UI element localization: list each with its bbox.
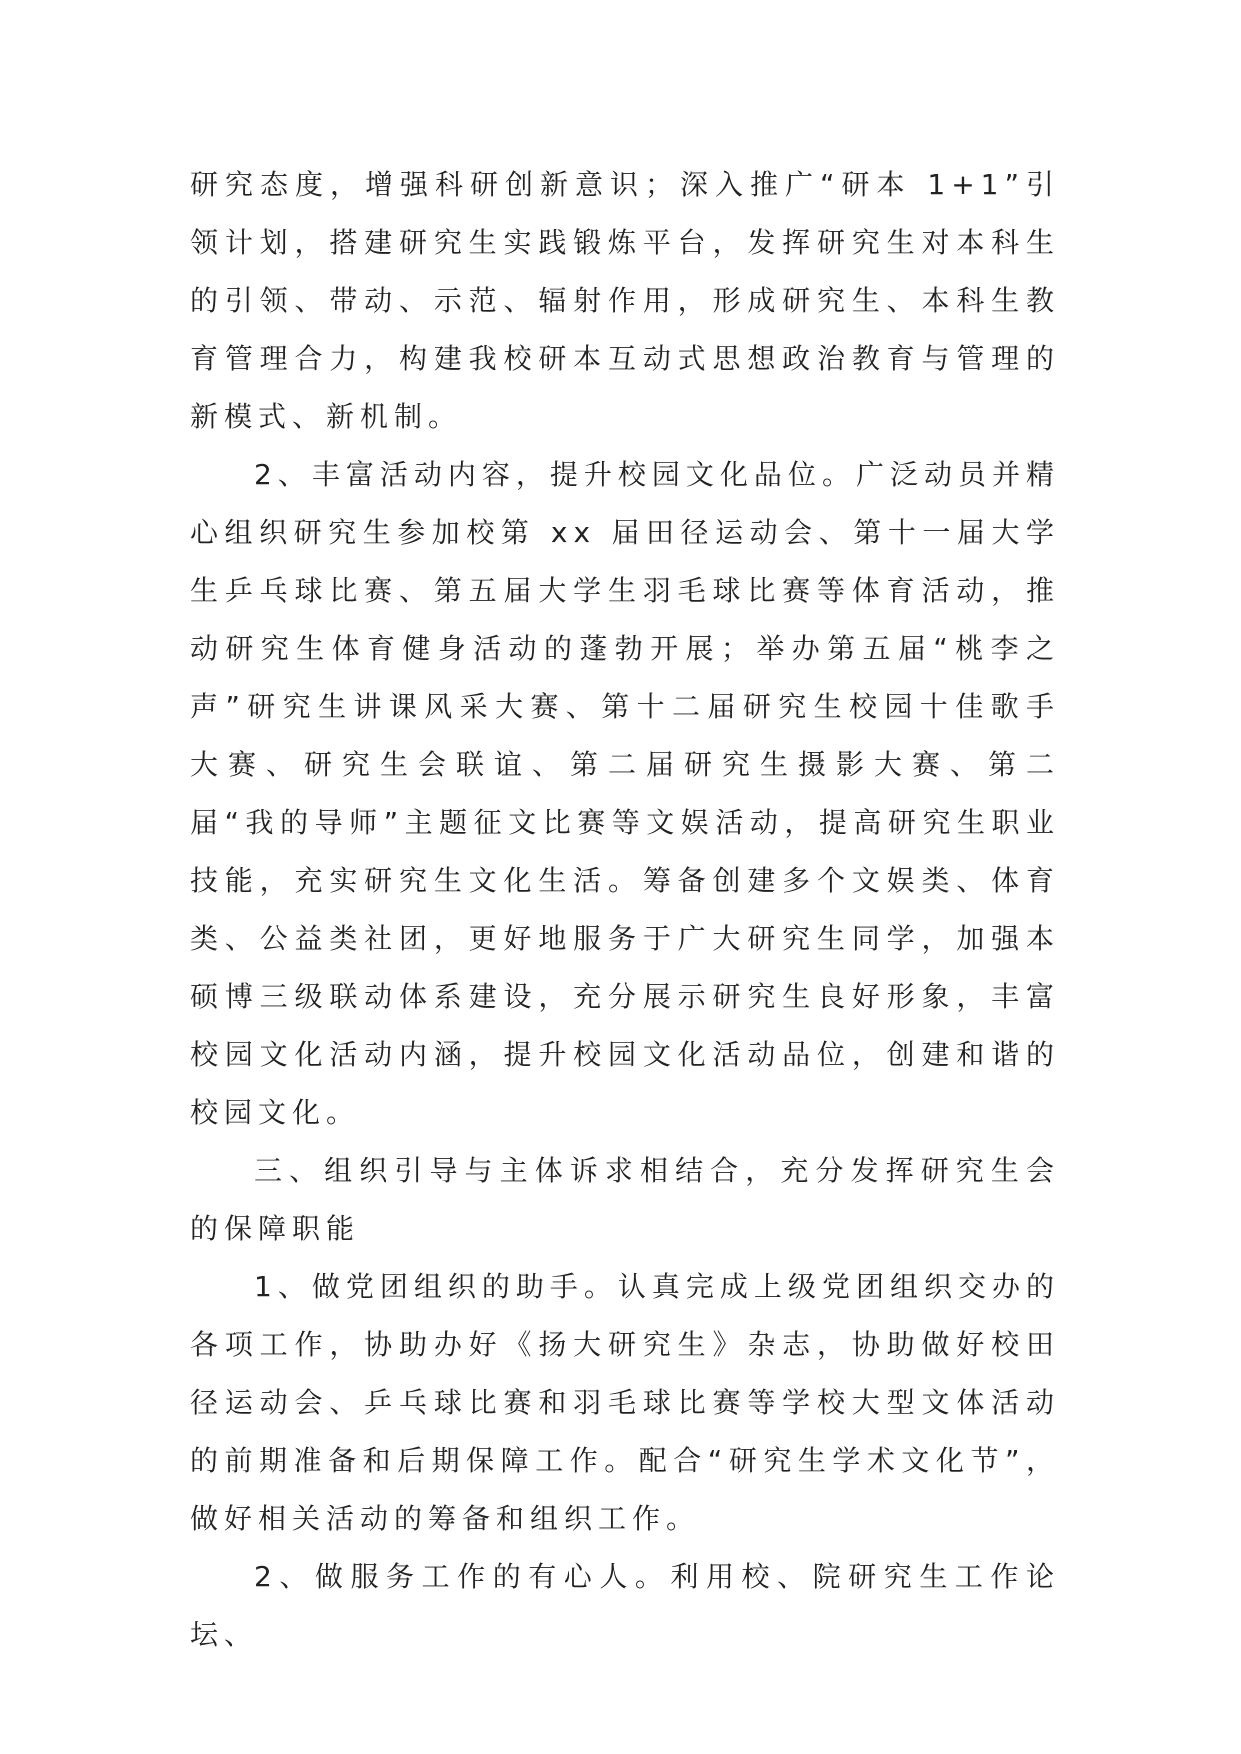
paragraph-service-work: 2、做服务工作的有心人。利用校、院研究生工作论坛、 (190, 1560, 1060, 1651)
section-heading-guarantee-function: 三、组织引导与主体诉求相结合，充分发挥研究生会的保障职能 (190, 1154, 1060, 1245)
paragraph-party-assistant: 1、做党团组织的助手。认真完成上级党团组织交办的各项工作，协助办好《扬大研究生》杂志，协助做好校田径运动会、乒乓球比赛和羽毛球比赛等学校大型文体活动的前期准备和后期保障工作。配合“研究生学术文化节”，做好相关活动的筹备和组织工作。 (190, 1270, 1060, 1535)
paragraph-campus-culture: 2、丰富活动内容，提升校园文化品位。广泛动员并精心组织研究生参加校第 xx 届田径运动会、第十一届大学生乒乓球比赛、第五届大学生羽毛球比赛等体育活动，推动研究生体育健身活动的蓬勃开展；举办第五届“桃李之声”研究生讲课风采大赛、第十二届研究生校园十佳歌手大赛、研究生会联谊、第二届研究生摄影大赛、第二届“我的导师”主题征文比赛等文娱活动，提高研究生职业技能，充实研究生文化生活。筹备创建多个文娱类、体育类、公益类社团，更好地服务于广大研究生同学，加强本硕博三级联动体系建设，充分展示研究生良好形象，丰富校园文化活动内涵，提升校园文化活动品位，创建和谐的校园文化。 (190, 458, 1060, 1129)
document-body (190, 156, 1060, 1664)
paragraph-research-attitude: 研究态度，增强科研创新意识；深入推广“研本 1+1”引领计划，搭建研究生实践锻炼平台，发挥研究生对本科生的引领、带动、示范、辐射作用，形成研究生、本科生教育管理合力，构建我校研本互动式思想政治教育与管理的新模式、新机制。 (190, 168, 1060, 433)
